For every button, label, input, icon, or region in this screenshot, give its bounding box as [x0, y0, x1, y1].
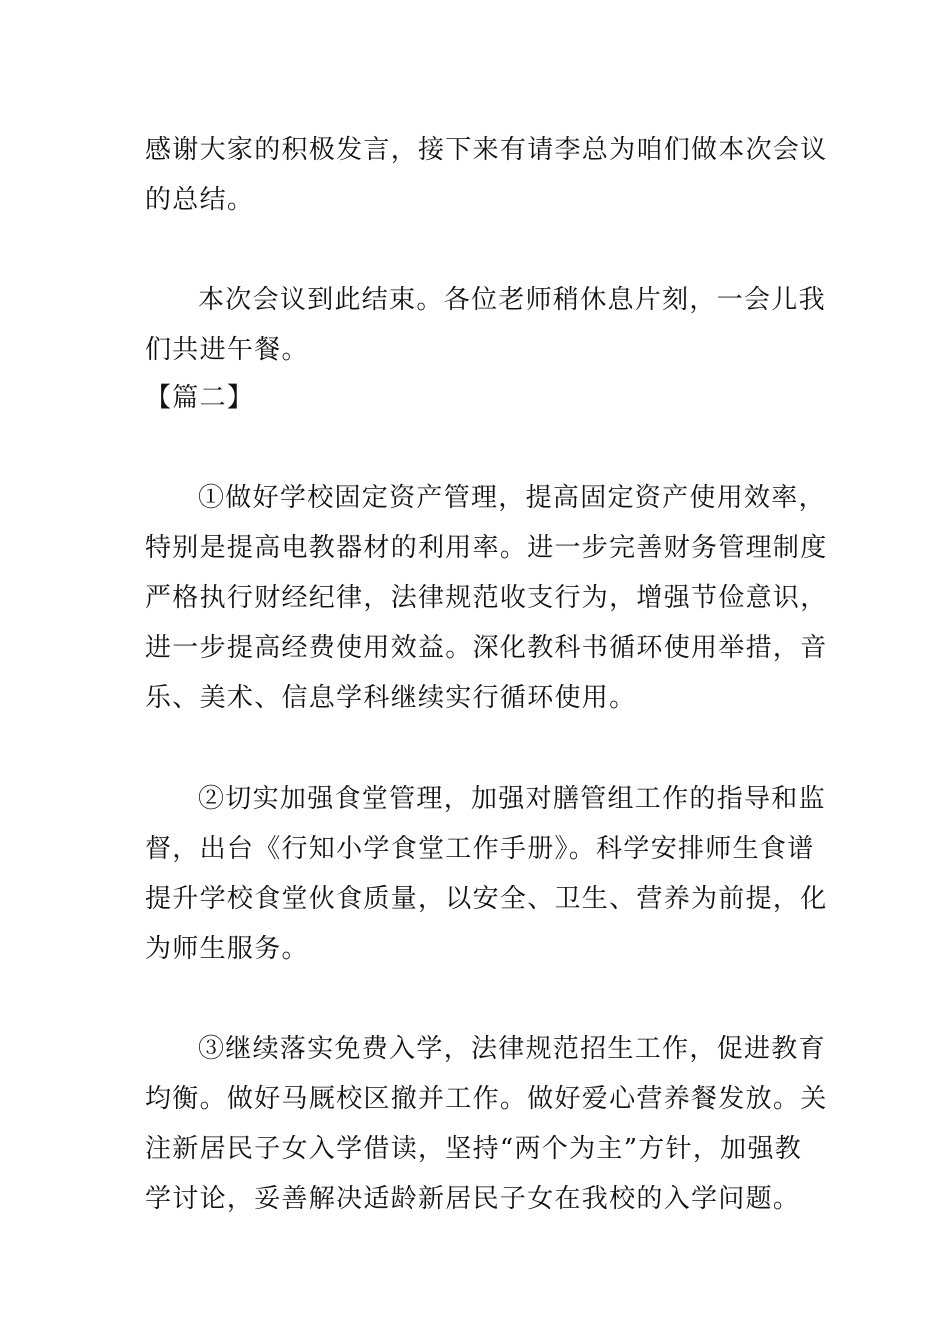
paragraph-4-line-4: 为师生服务。 — [145, 934, 309, 964]
paragraph-5-line-1: ③继续落实免费入学，法律规范招生工作，促进教育 — [198, 1034, 826, 1064]
paragraph-5-line-4: 学讨论，妥善解决适龄新居民子女在我校的入学问题。 — [145, 1184, 801, 1214]
paragraph-5-line-3: 注新居民子女入学借读，坚持“两个为主”方针，加强教 — [145, 1134, 803, 1164]
paragraph-1-line-2: 的总结。 — [145, 185, 255, 215]
paragraph-4-line-2: 督，出台《行知小学食堂工作手册》。科学安排师生食谱 — [145, 834, 815, 864]
paragraph-3-line-2: 特别是提高电教器材的利用率。进一步完善财务管理制度 — [145, 533, 828, 563]
paragraph-4-line-1: ②切实加强食堂管理，加强对膳管组工作的指导和监 — [198, 784, 826, 814]
paragraph-2-line-2: 们共进午餐。 — [145, 335, 309, 365]
paragraph-2-line-1: 本次会议到此结束。各位老师稍休息片刻，一会儿我 — [198, 285, 826, 315]
paragraph-3-line-3: 严格执行财经纪律，法律规范收支行为，增强节俭意识， — [145, 583, 828, 613]
paragraph-5-line-2: 均衡。做好马厩校区撤并工作。做好爱心营养餐发放。关 — [145, 1084, 828, 1114]
section-heading: 【篇二】 — [145, 383, 255, 413]
paragraph-3-line-4: 进一步提高经费使用效益。深化教科书循环使用举措，音 — [145, 633, 828, 663]
paragraph-1-line-1: 感谢大家的积极发言，接下来有请李总为咱们做本次会议 — [145, 135, 828, 165]
paragraph-3-line-1: ①做好学校固定资产管理，提高固定资产使用效率， — [198, 483, 826, 513]
paragraph-3-line-5: 乐、美术、信息学科继续实行循环使用。 — [145, 683, 637, 713]
paragraph-4-line-3: 提升学校食堂伙食质量，以安全、卫生、营养为前提，化 — [145, 884, 828, 914]
